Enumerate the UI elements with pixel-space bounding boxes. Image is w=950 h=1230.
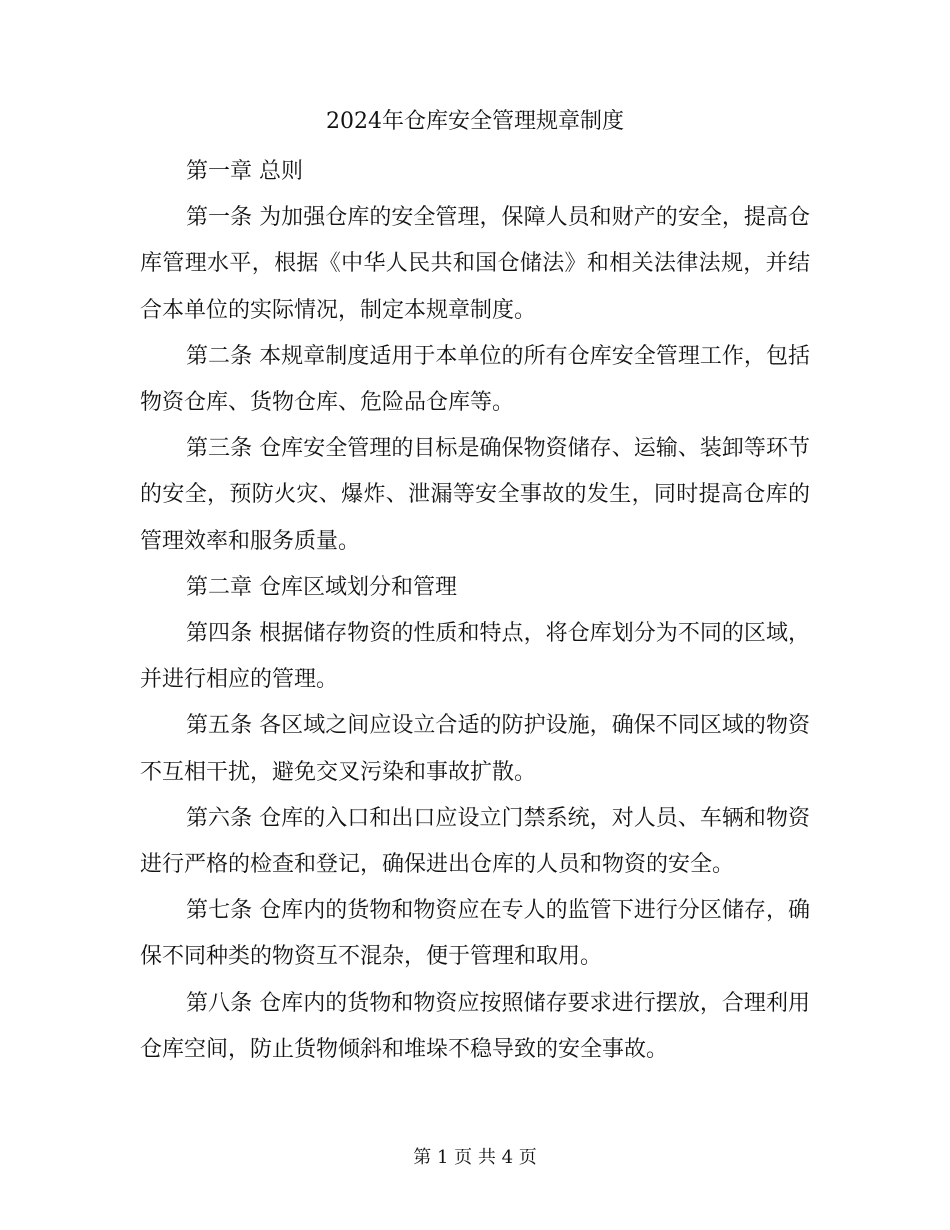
article-paragraph: 第二条 本规章制度适用于本单位的所有仓库安全管理工作，包括物资仓库、货物仓库、危险品仓库等。 xyxy=(140,343,810,416)
article-paragraph: 第四条 根据储存物资的性质和特点，将仓库划分为不同的区域，并进行相应的管理。 xyxy=(140,621,810,693)
chapter-heading: 第一章 总则 xyxy=(186,159,303,184)
document-body xyxy=(140,149,810,1073)
article-paragraph: 第五条 各区域之间应设立合适的防护设施，确保不同区域的物资不互相干扰，避免交叉污染和事故扩散。 xyxy=(140,713,810,785)
article-paragraph: 第八条 仓库内的货物和物资应按照储存要求进行摆放，合理利用仓库空间，防止货物倾斜和堆垛不稳导致的安全事故。 xyxy=(140,990,810,1062)
article-paragraph: 第六条 仓库的入口和出口应设立门禁系统，对人员、车辆和物资进行严格的检查和登记，确保进出仓库的人员和物资的安全。 xyxy=(140,805,810,878)
page-footer: 第 1 页 共 4 页 xyxy=(413,1147,537,1168)
document-title: 2024年仓库安全管理规章制度 xyxy=(326,109,624,134)
article-paragraph: 第三条 仓库安全管理的目标是确保物资储存、运输、装卸等环节的安全，预防火灾、爆炸、泄漏等安全事故的发生，同时提高仓库的管理效率和服务质量。 xyxy=(140,436,810,554)
chapter-heading: 第二章 仓库区域划分和管理 xyxy=(186,574,457,600)
article-paragraph: 第七条 仓库内的货物和物资应在专人的监管下进行分区储存，确保不同种类的物资互不混杂，便于管理和取用。 xyxy=(140,898,810,970)
article-paragraph: 第一条 为加强仓库的安全管理，保障人员和财产的安全，提高仓库管理水平，根据《中华人民共和国仓储法》和相关法律法规，并结合本单位的实际情况，制定本规章制度。 xyxy=(140,205,810,323)
